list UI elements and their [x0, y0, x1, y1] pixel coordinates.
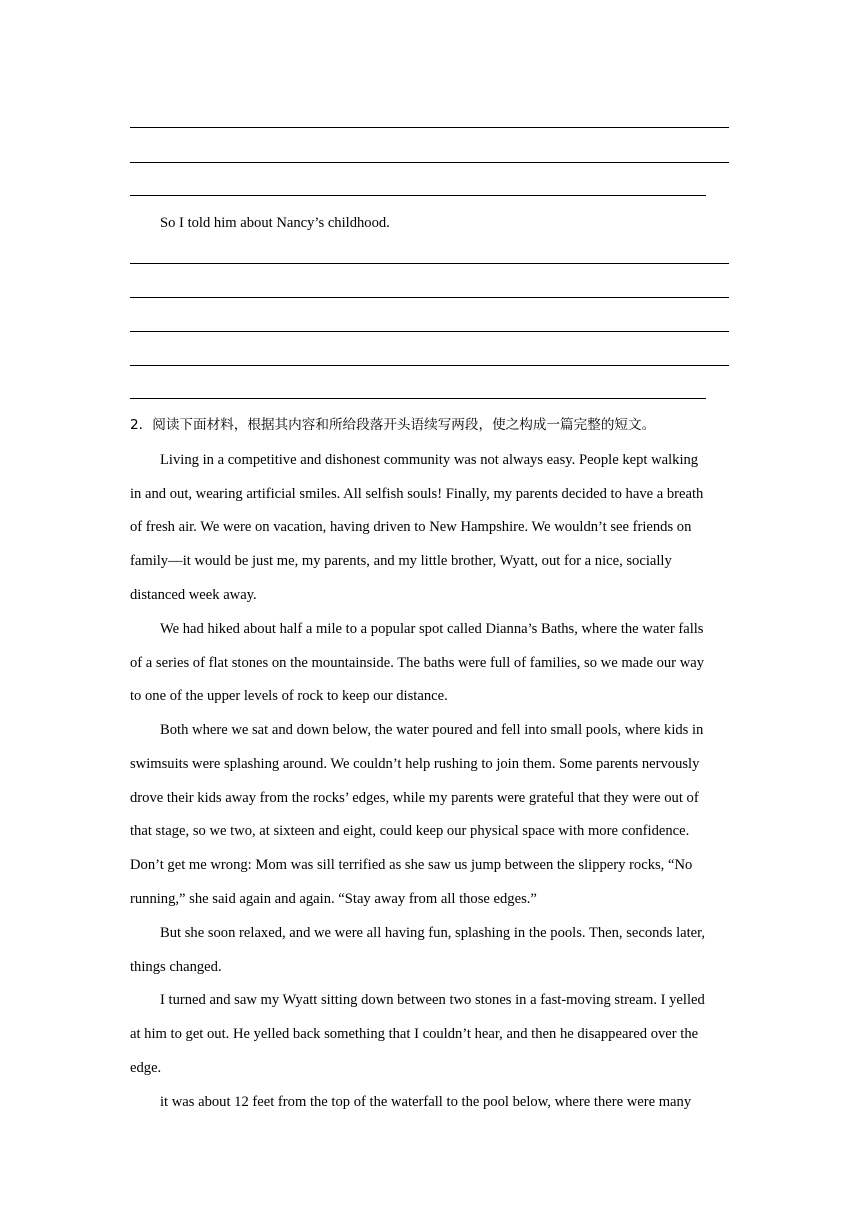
paragraph-prompt: So I told him about Nancy’s childhood.: [160, 215, 390, 231]
writing-line[interactable]: [130, 195, 706, 196]
passage-line: Both where we sat and down below, the water poured and fell into small pools, where kids in: [160, 722, 704, 738]
passage-line: But she soon relaxed, and we were all having fun, splashing in the pools. Then, seconds later,: [160, 925, 706, 941]
passage-line: We had hiked about half a mile to a popular spot called Dianna’s Baths, where the water falls: [160, 621, 704, 637]
passage-line: that stage, so we two, at sixteen and eight, could keep our physical space with more confidence.: [130, 823, 690, 839]
passage-line: swimsuits were splashing around. We couldn’t help rushing to join them. Some parents nervously: [130, 756, 700, 772]
passage-line: running,” she said again and again. “Stay away from all those edges.”: [130, 891, 537, 907]
passage-line: of fresh air. We were on vacation, having driven to New Hampshire. We wouldn’t see friends on: [130, 519, 692, 535]
writing-line[interactable]: [130, 297, 729, 298]
passage-line: things changed.: [130, 959, 222, 975]
passage-line: at him to get out. He yelled back something that I couldn’t hear, and then he disappeared over the: [130, 1026, 699, 1042]
passage-line: Don’t get me wrong: Mom was sill terrified as she saw us jump between the slippery rocks, “No: [130, 857, 693, 873]
question-instruction: 阅读下面材料，根据其内容和所给段落开头语续写两段，使之构成一篇完整的短文。: [152, 417, 656, 433]
passage-line: distanced week away.: [130, 587, 257, 603]
passage-line: it was about 12 feet from the top of the waterfall to the pool below, where there were many: [160, 1094, 692, 1110]
writing-line[interactable]: [130, 162, 729, 163]
passage-line: Living in a competitive and dishonest community was not always easy. People kept walking: [160, 452, 699, 468]
writing-line[interactable]: [130, 398, 706, 399]
passage-line: I turned and saw my Wyatt sitting down between two stones in a fast-moving stream. I yelled: [160, 992, 705, 1008]
writing-line[interactable]: [130, 331, 729, 332]
writing-line[interactable]: [130, 365, 729, 366]
writing-line[interactable]: [130, 263, 729, 264]
question-2-heading: [130, 415, 730, 435]
passage-line: drove their kids away from the rocks’ edges, while my parents were grateful that they were out of: [130, 790, 699, 806]
passage-line: edge.: [130, 1060, 162, 1076]
writing-line[interactable]: [130, 127, 729, 128]
passage-line: of a series of flat stones on the mountainside. The baths were full of families, so we made our way: [130, 655, 705, 671]
passage-line: in and out, wearing artificial smiles. All selfish souls! Finally, my parents decided to have a breath: [130, 486, 704, 502]
passage-line: family—it would be just me, my parents, and my little brother, Wyatt, out for a nice, socially: [130, 553, 672, 569]
question-number: 2．: [130, 417, 153, 433]
passage-line: to one of the upper levels of rock to keep our distance.: [130, 688, 448, 704]
